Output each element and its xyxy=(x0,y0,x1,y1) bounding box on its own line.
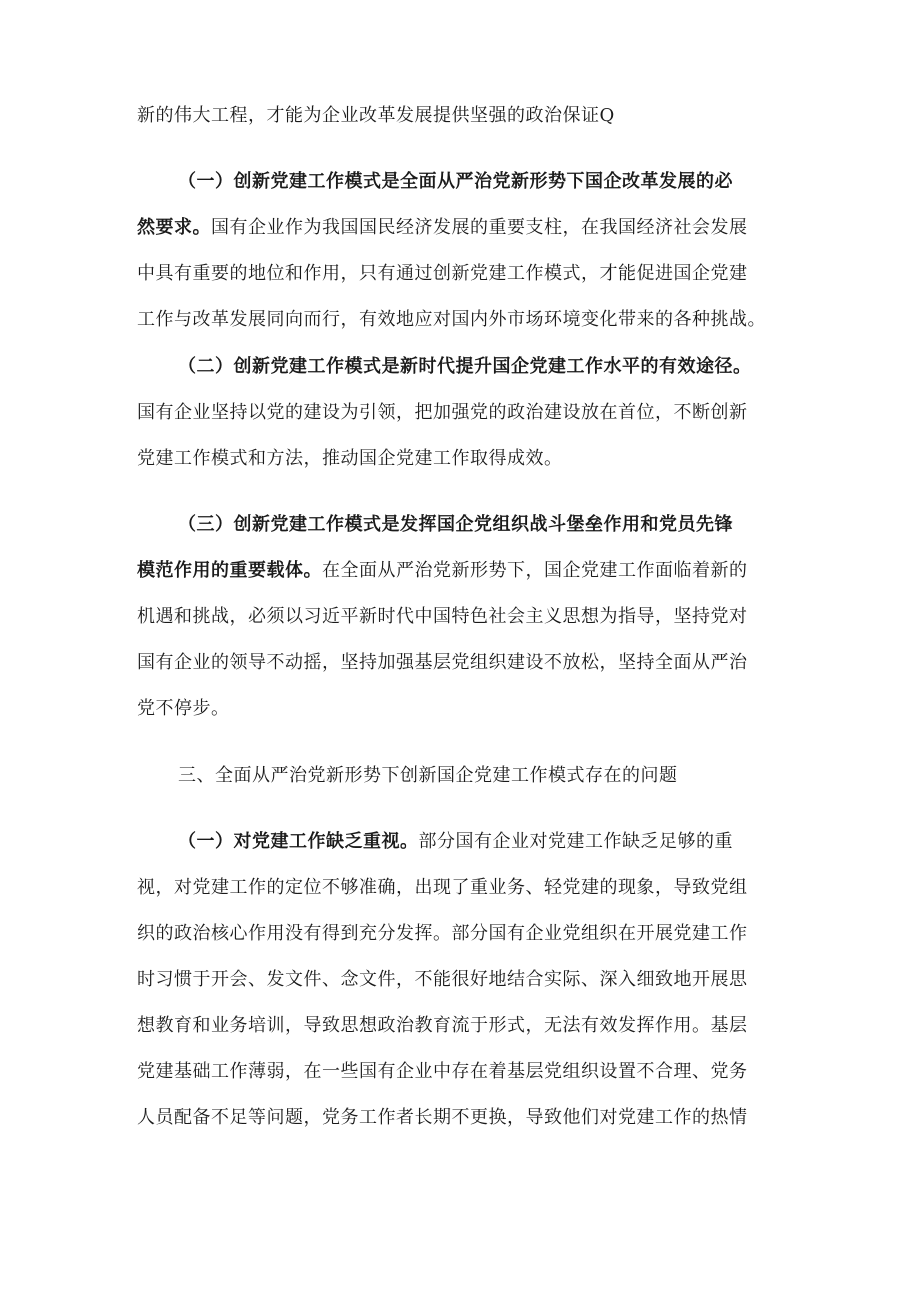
text-run: 在全面从严治党新形势下，国企党建工作面临着新的 xyxy=(322,560,748,581)
text-run-bold: （一）创新党建工作模式是全面从严治党新形势下国企改革发展的必 xyxy=(178,171,733,192)
text-run: 人员配备不足等问题，党务工作者长期不更换，导致他们对党建工作的热情 xyxy=(137,1107,748,1128)
text-run: 党建基础工作薄弱，在一些国有企业中存在着基层党组织设置不合理、党务 xyxy=(137,1061,748,1082)
text-line xyxy=(137,1014,748,1038)
text-run: 党不停步。 xyxy=(137,698,230,719)
text-run: 视，对党建工作的定位不够准确，出现了重业务、轻党建的现象，导致党组 xyxy=(137,877,748,898)
text-line xyxy=(137,308,766,332)
text-line xyxy=(137,697,230,721)
text-run-bold: 然要求。 xyxy=(137,217,211,238)
text-run: 工作与改革发展同向而行，有效地应对国内外市场环境变化带来的各种挑战。 xyxy=(137,309,766,330)
text-run-bold: 模范作用的重要载体。 xyxy=(137,560,322,581)
text-run-bold: （一）对党建工作缺乏重视。 xyxy=(178,831,419,852)
text-run: 国有企业坚持以党的建设为引领，把加强党的政治建设放在首位，不断创新 xyxy=(137,402,748,423)
text-line xyxy=(178,513,733,537)
text-line xyxy=(178,170,733,194)
text-run: 想教育和业务培训，导致思想政治教育流于形式，无法有效发挥作用。基层 xyxy=(137,1015,748,1036)
text-run-bold: （三）创新党建工作模式是发挥国企党组织战斗堡垒作用和党员先锋 xyxy=(178,514,733,535)
text-line xyxy=(137,876,748,900)
text-run: 国有企业作为我国国民经济发展的重要支柱，在我国经济社会发展 xyxy=(211,217,748,238)
text-run: 新的伟大工程，才能为企业改革发展提供坚强的政治保证Q xyxy=(137,105,615,126)
text-run: 部分国有企业对党建工作缺乏足够的重 xyxy=(418,831,733,852)
text-line xyxy=(137,968,748,992)
text-run: 织的政治核心作用没有得到充分发挥。部分国有企业党组织在开展党建工作 xyxy=(137,923,748,944)
text-line xyxy=(137,605,748,629)
text-run-bold: （二）创新党建工作模式是新时代提升国企党建工作水平的有效途径。 xyxy=(178,356,752,377)
text-run: 中具有重要的地位和作用，只有通过创新党建工作模式，才能促进国企党建 xyxy=(137,263,748,284)
text-line xyxy=(137,262,748,286)
text-line xyxy=(137,1106,748,1130)
text-line xyxy=(137,1060,748,1084)
text-line xyxy=(178,830,733,854)
text-line xyxy=(137,559,748,583)
text-run: 机遇和挑战，必须以习近平新时代中国特色社会主义思想为指导，坚持党对 xyxy=(137,606,748,627)
text-run: 国有企业的领导不动摇，坚持加强基层党组织建设不放松，坚持全面从严治 xyxy=(137,652,748,673)
text-line xyxy=(137,216,748,240)
text-line xyxy=(137,922,748,946)
text-line xyxy=(137,651,748,675)
text-run: 三、全面从严治党新形势下创新国企党建工作模式存在的问题 xyxy=(178,765,678,786)
section-heading xyxy=(178,764,678,788)
text-run: 时习惯于开会、发文件、念文件，不能很好地结合实际、深入细致地开展思 xyxy=(137,969,748,990)
text-line xyxy=(137,104,615,128)
text-run: 党建工作模式和方法，推动国企党建工作取得成效。 xyxy=(137,448,563,469)
text-line xyxy=(137,401,748,425)
text-line xyxy=(137,447,563,471)
text-line xyxy=(178,355,752,379)
